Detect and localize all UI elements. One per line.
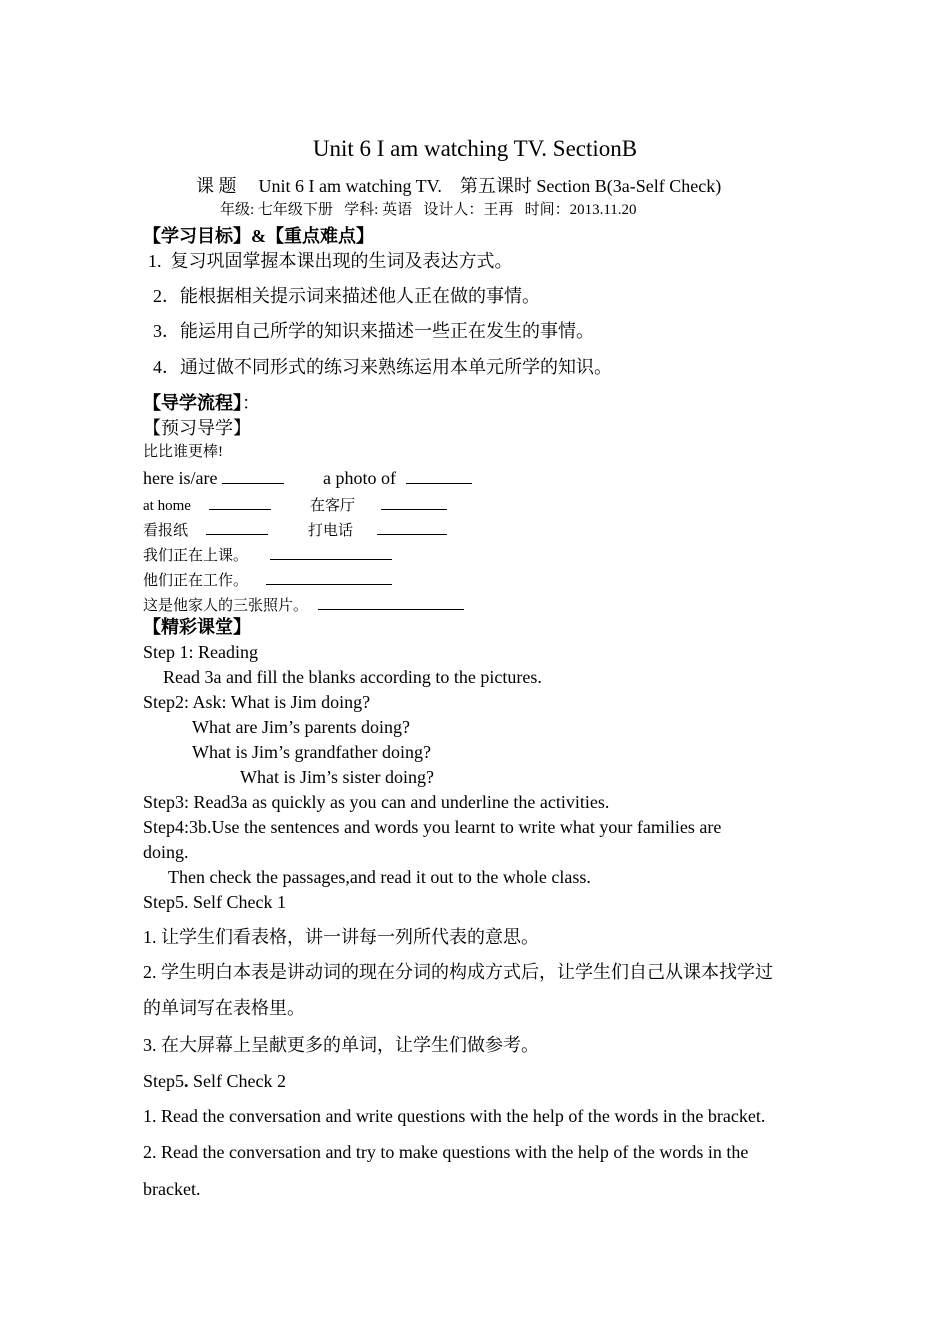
self-check-2-item: 2. Read the conversation and try to make questions with the help of the words in the bbox=[143, 1142, 749, 1162]
answer-blank[interactable] bbox=[270, 545, 392, 560]
meta-line: 年级: 七年级下册 学科: 英语 设计人：王再 时间：2013.11.20 bbox=[220, 202, 637, 218]
preview-row-2b bbox=[310, 495, 447, 514]
process-heading-text: 【导学流程】 bbox=[143, 393, 242, 413]
step-5-dot: . bbox=[184, 1071, 189, 1091]
step-2: Step2: Ask: What is Jim doing? bbox=[143, 692, 371, 712]
self-check-1-item: 3. 在大屏幕上呈献更多的单词，让学生们做参考。 bbox=[143, 1035, 539, 1055]
preview-sentence-1 bbox=[143, 545, 392, 564]
objective-item: 1. 复习巩固掌握本课出现的生词及表达方式。 bbox=[148, 251, 513, 271]
step-5-rest: Self Check 2 bbox=[188, 1071, 286, 1091]
step-4: Step4:3b.Use the sentences and words you learnt to write what your families are bbox=[143, 817, 722, 837]
self-check-1-item-cont: 的单词写在表格里。 bbox=[143, 998, 305, 1018]
objective-item: 3．能运用自己所学的知识来描述一些正在发生的事情。 bbox=[153, 321, 594, 341]
phrase-at-home: at home bbox=[143, 498, 191, 514]
phrase-a-photo-of: a photo of bbox=[323, 468, 396, 488]
sentence-text: 这是他家人的三张照片。 bbox=[143, 598, 309, 614]
step-4-cont: doing. bbox=[143, 842, 189, 862]
answer-blank[interactable] bbox=[222, 469, 284, 484]
phrase-living-room: 在客厅 bbox=[310, 498, 356, 514]
answer-blank[interactable] bbox=[318, 595, 464, 610]
sentence-text: 我们正在上课。 bbox=[143, 548, 249, 564]
preview-row-1b bbox=[323, 469, 472, 487]
process-colon: ： bbox=[242, 393, 260, 413]
answer-blank[interactable] bbox=[381, 495, 447, 510]
answer-blank[interactable] bbox=[406, 469, 472, 484]
answer-blank[interactable] bbox=[206, 520, 268, 535]
self-check-2-item: 1. Read the conversation and write questions with the help of the words in the bracket. bbox=[143, 1106, 766, 1126]
self-check-1-item: 1. 让学生们看表格，讲一讲每一列所代表的意思。 bbox=[143, 927, 539, 947]
step-2-question: What are Jim’s parents doing? bbox=[192, 717, 410, 737]
classroom-heading: 【精彩课堂】 bbox=[143, 617, 251, 637]
step-2-question: What is Jim’s grandfather doing? bbox=[192, 742, 431, 762]
answer-blank[interactable] bbox=[377, 520, 447, 535]
process-heading bbox=[143, 394, 260, 412]
step-5-self-check-1: Step5. Self Check 1 bbox=[143, 892, 286, 912]
self-check-2-item-cont: bracket. bbox=[143, 1179, 201, 1199]
preview-intro: 比比谁更棒! bbox=[143, 444, 223, 460]
preview-row-3 bbox=[143, 520, 268, 539]
preview-heading: 【预习导学】 bbox=[143, 418, 251, 438]
objective-item: 4．通过做不同形式的练习来熟练运用本单元所学的知识。 bbox=[153, 357, 612, 377]
step-3: Step3: Read3a as quickly as you can and underline the activities. bbox=[143, 792, 610, 812]
sentence-text: 他们正在工作。 bbox=[143, 573, 249, 589]
phrase-here-is-are: here is/are bbox=[143, 468, 218, 488]
preview-row-1 bbox=[143, 469, 284, 487]
answer-blank[interactable] bbox=[266, 570, 392, 585]
self-check-1-item: 2. 学生明白本表是讲动词的现在分词的构成方式后，让学生们自己从课本找学过 bbox=[143, 962, 773, 982]
phrase-read-newspaper: 看报纸 bbox=[143, 523, 189, 539]
objectives-heading: 【学习目标】&【重点难点】 bbox=[143, 226, 374, 246]
preview-sentence-2 bbox=[143, 570, 392, 589]
topic-line bbox=[196, 177, 721, 195]
step-1: Step 1: Reading bbox=[143, 642, 258, 662]
preview-row-2 bbox=[143, 495, 271, 514]
step-4-detail: Then check the passages,and read it out to the whole class. bbox=[168, 867, 591, 887]
step-1-detail: Read 3a and fill the blanks according to the pictures. bbox=[163, 667, 542, 687]
step-2-question: What is Jim’s sister doing? bbox=[240, 767, 434, 787]
topic-label: 课 题 bbox=[196, 176, 237, 196]
topic-value: Unit 6 I am watching TV. 第五课时 Section B(3a-Self Check) bbox=[258, 176, 722, 196]
step-5-self-check-2 bbox=[143, 1072, 286, 1090]
phrase-phone-call: 打电话 bbox=[308, 523, 354, 539]
preview-row-3b bbox=[308, 520, 447, 539]
page-title: Unit 6 I am watching TV. SectionB bbox=[312, 136, 638, 161]
preview-sentence-3 bbox=[143, 595, 464, 614]
objective-item: 2．能根据相关提示词来描述他人正在做的事情。 bbox=[153, 286, 540, 306]
answer-blank[interactable] bbox=[209, 495, 271, 510]
step-5-prefix: Step5 bbox=[143, 1071, 185, 1091]
